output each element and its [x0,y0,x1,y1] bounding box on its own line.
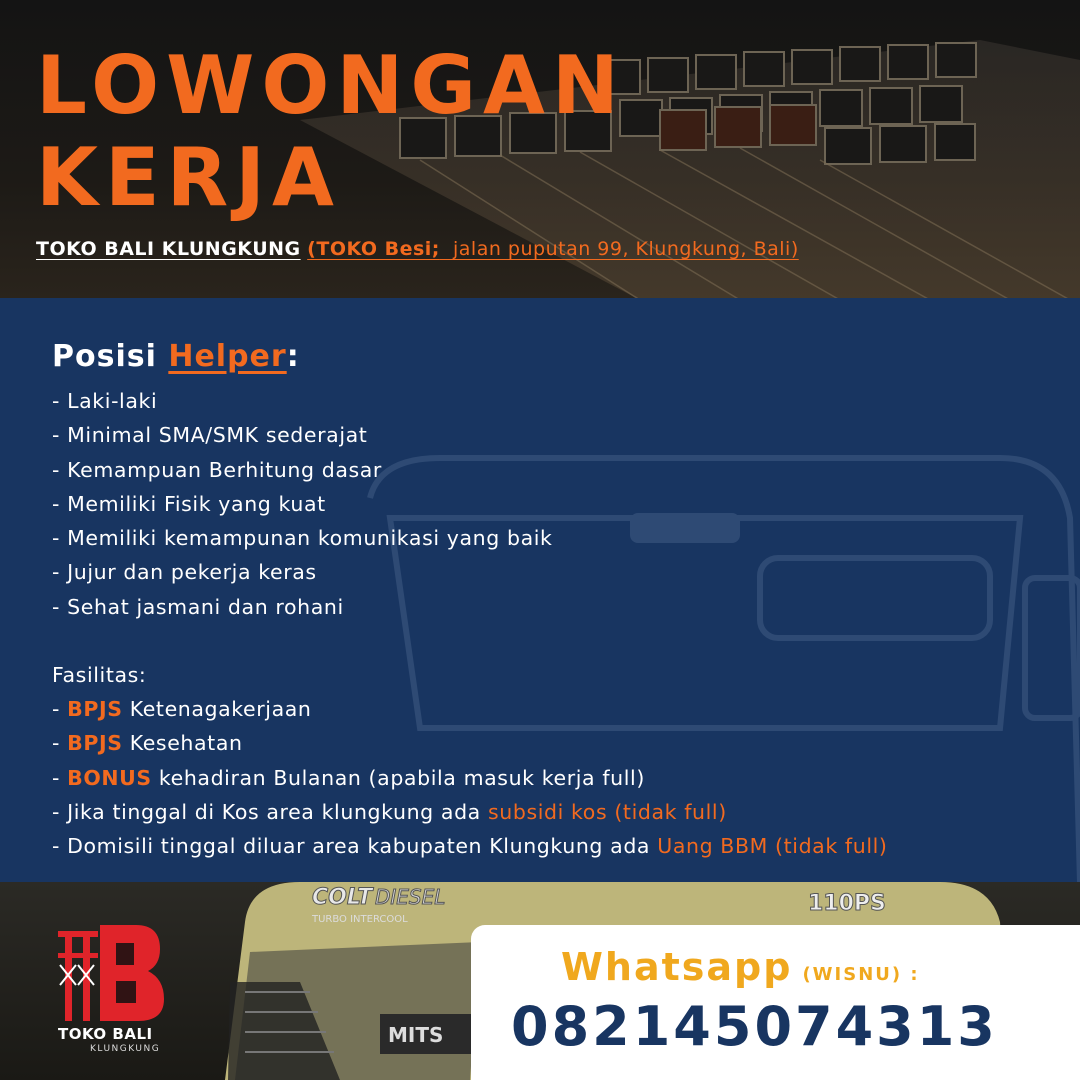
facilities-list [52,692,1052,863]
facility-text: kehadiran Bulanan (apabila masuk kerja full) [151,765,645,790]
facility-item [52,726,1052,760]
facility-highlight: Uang BBM (tidak full) [657,834,888,859]
info-panel [0,298,1080,882]
facility-text: - Domisili tinggal diluar area kabupaten Klungkung ada [52,834,658,859]
page-title [36,40,626,224]
facility-highlight: BPJS [67,697,123,722]
facility-item [52,829,1052,863]
facility-text: - Jika tinggal di Kos area klungkung ada [52,799,488,824]
position-role: Helper [168,339,287,374]
contact-person: (WISNU) : [802,964,920,985]
store-details [307,238,799,260]
store-address: jalan puputan 99, Klungkung, Bali) [453,238,799,260]
title-line-2: KERJA [36,131,341,224]
position-heading [52,338,1052,376]
svg-text:110PS: 110PS [808,891,886,916]
requirement-item: - Memiliki kemampunan komunikasi yang baik [52,526,553,551]
facility-item [52,761,1052,795]
facility-highlight: BONUS [67,765,152,790]
requirement-item: - Jujur dan pekerja keras [52,560,317,585]
facility-highlight: subsidi kos (tidak full) [487,799,727,824]
svg-text:COLT: COLT [312,885,373,910]
requirement-item: - Minimal SMA/SMK sederajat [52,423,368,448]
whatsapp-line [561,945,920,989]
whatsapp-contact-box[interactable] [471,925,1080,1080]
header-background [0,0,1080,300]
title-line-1: LOWONGAN [36,39,626,132]
requirement-item: - Memiliki Fisik yang kuat [52,491,326,516]
facility-prefix: - [52,731,68,756]
store-name: TOKO BALI KLUNGKUNG [36,238,301,260]
requirement-item: - Kemampuan Berhitung dasar [52,457,382,482]
facility-text: Ketenagakerjaan [122,697,312,722]
logo-subtitle: KLUNGKUNG [90,1044,161,1054]
facility-item [52,692,1052,726]
facility-highlight: BPJS [67,731,123,756]
position-colon: : [286,339,300,374]
svg-text:TURBO INTERCOOL: TURBO INTERCOOL [312,914,408,925]
position-label: Posisi [52,339,157,374]
facility-prefix: - [52,765,68,790]
facility-item [52,795,1052,829]
requirement-item: - Sehat jasmani dan rohani [52,594,344,619]
facilities-label: Fasilitas: [52,663,147,688]
whatsapp-number[interactable]: 082145074313 [511,995,998,1058]
requirement-item: - Laki-laki [52,389,158,413]
facility-prefix: - [52,697,68,722]
store-info [36,238,799,260]
whatsapp-label: Whatsapp [561,945,793,989]
svg-text:DIESEL: DIESEL [375,885,446,909]
panel-content [52,338,1052,864]
requirements-list [52,384,1052,624]
store-type: (TOKO Besi; [307,238,440,260]
facility-text: Kesehatan [122,731,243,756]
logo-name: TOKO BALI [58,1025,153,1043]
svg-text:MITS: MITS [388,1023,444,1047]
